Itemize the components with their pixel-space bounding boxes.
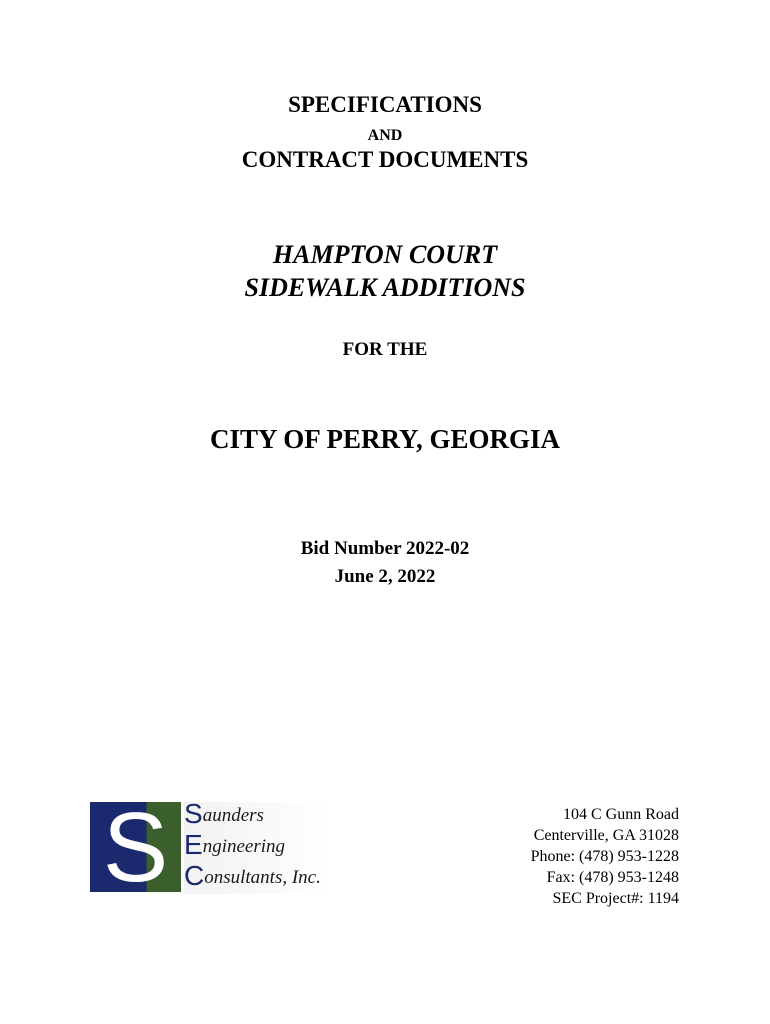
client-name: CITY OF PERRY, GEORGIA [209, 424, 561, 454]
logo-initial: E [184, 829, 203, 860]
project-name-line2: SIDEWALK ADDITIONS [244, 273, 526, 302]
logo-monogram-box [90, 792, 181, 902]
logo-word: onsultants, Inc. [204, 867, 321, 888]
address-project-number: SEC Project#: 1194 [552, 890, 679, 907]
project-name-line1: HAMPTON COURT [272, 240, 498, 269]
title-specifications: SPECIFICATIONS [288, 92, 482, 117]
address-phone: Phone: (478) 953-1228 [530, 848, 679, 865]
logo-monogram-letter: S [102, 792, 169, 902]
logo-word: ngineering [202, 836, 286, 857]
bid-number: Bid Number 2022-02 [300, 538, 470, 559]
title-and: AND [367, 127, 403, 144]
address-fax: Fax: (478) 953-1248 [546, 869, 679, 886]
address-city: Centerville, GA 31028 [533, 827, 679, 844]
logo-word: aunders [202, 805, 264, 826]
company-address-block [531, 804, 679, 909]
title-contract-documents: CONTRACT DOCUMENTS [241, 147, 529, 172]
logo-initial: S [184, 798, 203, 829]
company-logo [90, 792, 330, 902]
logo-name-row [184, 829, 285, 861]
bid-date: June 2, 2022 [334, 566, 436, 587]
logo-company-name [184, 798, 330, 894]
logo-name-row [184, 798, 264, 830]
for-the-label: FOR THE [342, 339, 428, 360]
logo-name-row [184, 860, 321, 892]
logo-initial: C [184, 860, 205, 891]
address-street: 104 C Gunn Road [563, 806, 679, 823]
